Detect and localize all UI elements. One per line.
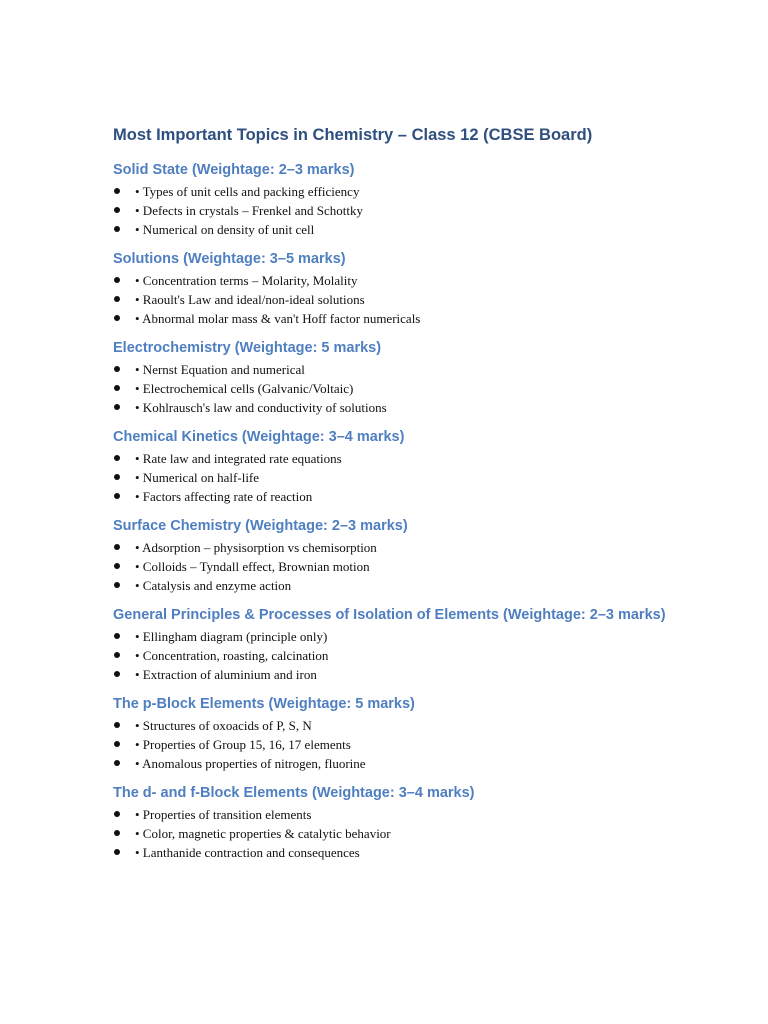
topic-list [113,182,733,239]
section-heading: Chemical Kinetics (Weightage: 3–4 marks) [113,429,405,445]
list-item [113,487,733,506]
list-item [113,182,733,201]
bullet-icon [114,315,120,321]
bullet-icon [114,760,120,766]
list-item-text: • Concentration terms – Molarity, Molality [135,273,358,288]
bullet-icon [114,671,120,677]
list-item-text: • Factors affecting rate of reaction [135,489,313,504]
list-item-text: • Structures of oxoacids of P, S, N [135,718,312,733]
list-item [113,538,733,557]
list-item [113,735,733,754]
topic-section [113,783,733,862]
list-item [113,576,733,595]
list-item-text: • Rate law and integrated rate equations [135,451,342,466]
topic-section [113,427,733,506]
list-item-text: • Catalysis and enzyme action [135,578,292,593]
list-item-text: • Types of unit cells and packing efficiency [135,184,360,199]
bullet-icon [114,404,120,410]
list-item-text: • Nernst Equation and numerical [135,362,305,377]
topic-list [113,716,733,773]
bullet-icon [114,455,120,461]
section-heading: Surface Chemistry (Weightage: 2–3 marks) [113,518,408,534]
topic-section [113,249,733,328]
list-item [113,360,733,379]
list-item-text: • Kohlrausch's law and conductivity of solutions [135,400,387,415]
topic-section [113,694,733,773]
list-item [113,379,733,398]
bullet-icon [114,544,120,550]
bullet-icon [114,582,120,588]
list-item [113,646,733,665]
bullet-icon [114,722,120,728]
section-heading: Solutions (Weightage: 3–5 marks) [113,251,346,267]
list-item [113,665,733,684]
bullet-icon [114,830,120,836]
bullet-icon [114,652,120,658]
list-item-text: • Color, magnetic properties & catalytic behavior [135,826,391,841]
bullet-icon [114,849,120,855]
document-title: Most Important Topics in Chemistry – Class 12 (CBSE Board) [113,126,593,144]
list-item [113,627,733,646]
topic-section [113,516,733,595]
topic-list [113,449,733,506]
document-page [113,124,733,872]
list-item-text: • Lanthanide contraction and consequences [135,845,360,860]
section-heading: General Principles & Processes of Isolation of Elements (Weightage: 2–3 marks) [113,607,666,623]
bullet-icon [114,296,120,302]
sections-container [113,160,733,862]
bullet-icon [114,741,120,747]
list-item-text: • Colloids – Tyndall effect, Brownian motion [135,559,370,574]
bullet-icon [114,366,120,372]
list-item [113,754,733,773]
section-heading: The p-Block Elements (Weightage: 5 marks) [113,696,415,712]
list-item-text: • Properties of transition elements [135,807,312,822]
list-item-text: • Anomalous properties of nitrogen, fluorine [135,756,366,771]
topic-list [113,805,733,862]
list-item-text: • Properties of Group 15, 16, 17 elements [135,737,351,752]
section-heading: The d- and f-Block Elements (Weightage: 3–4 marks) [113,785,475,801]
bullet-icon [114,493,120,499]
topic-list [113,538,733,595]
list-item-text: • Raoult's Law and ideal/non-ideal solutions [135,292,365,307]
list-item [113,557,733,576]
topic-section [113,605,733,684]
list-item-text: • Extraction of aluminium and iron [135,667,317,682]
list-item-text: • Abnormal molar mass & van't Hoff factor numericals [135,311,421,326]
bullet-icon [114,811,120,817]
bullet-icon [114,385,120,391]
list-item-text: • Numerical on density of unit cell [135,222,315,237]
list-item-text: • Ellingham diagram (principle only) [135,629,328,644]
section-heading: Solid State (Weightage: 2–3 marks) [113,162,355,178]
section-heading: Electrochemistry (Weightage: 5 marks) [113,340,382,356]
list-item-text: • Numerical on half-life [135,470,260,485]
bullet-icon [114,474,120,480]
topic-section [113,338,733,417]
topic-section [113,160,733,239]
topic-list [113,271,733,328]
list-item [113,468,733,487]
list-item-text: • Defects in crystals – Frenkel and Schottky [135,203,364,218]
list-item [113,805,733,824]
list-item [113,290,733,309]
list-item [113,220,733,239]
bullet-icon [114,633,120,639]
list-item [113,824,733,843]
list-item-text: • Adsorption – physisorption vs chemisorption [135,540,377,555]
list-item [113,716,733,735]
list-item [113,398,733,417]
bullet-icon [114,277,120,283]
list-item [113,843,733,862]
bullet-icon [114,207,120,213]
list-item [113,449,733,468]
list-item-text: • Electrochemical cells (Galvanic/Voltaic) [135,381,354,396]
topic-list [113,360,733,417]
bullet-icon [114,188,120,194]
bullet-icon [114,563,120,569]
list-item-text: • Concentration, roasting, calcination [135,648,329,663]
list-item [113,309,733,328]
list-item [113,201,733,220]
bullet-icon [114,226,120,232]
topic-list [113,627,733,684]
list-item [113,271,733,290]
